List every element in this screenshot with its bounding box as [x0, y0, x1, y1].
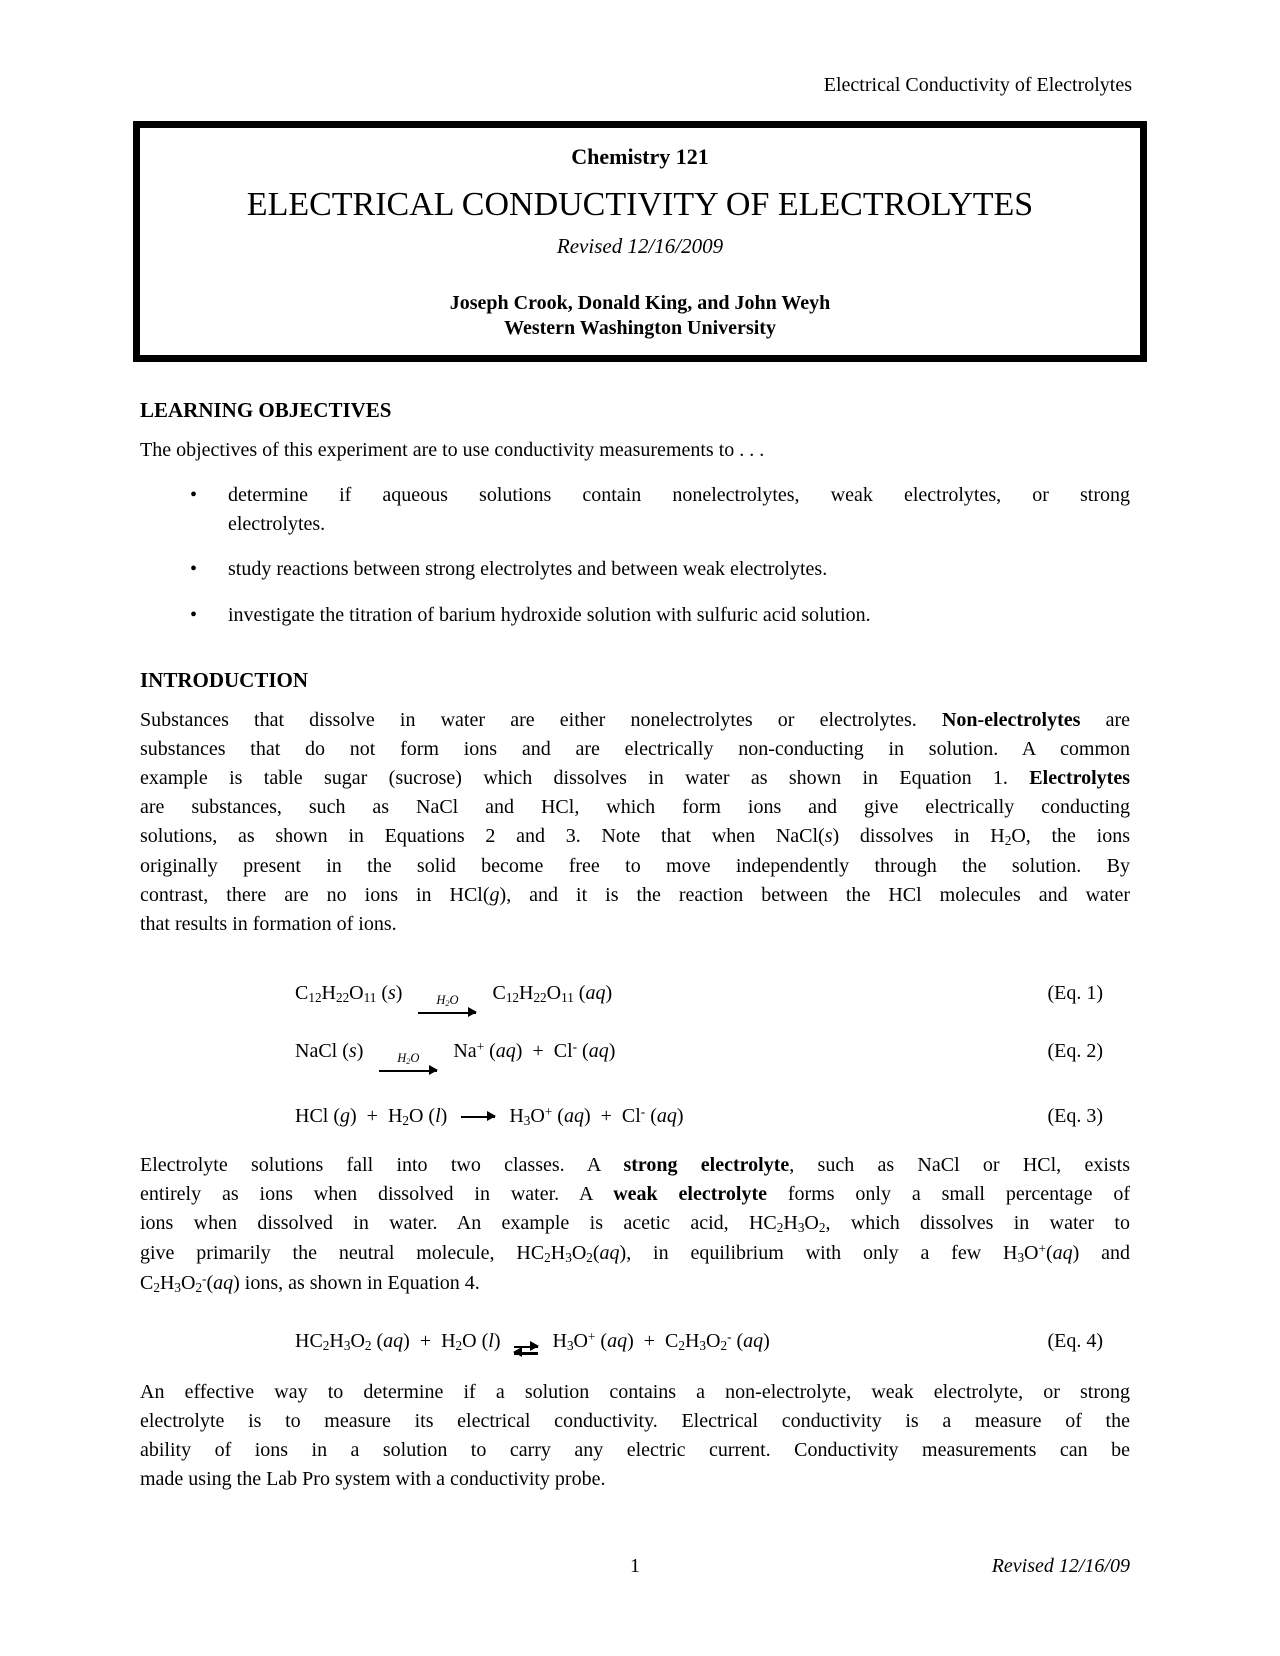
- learning-objectives-heading: LEARNING OBJECTIVES: [140, 398, 392, 422]
- objectives-intro: The objectives of this experiment are to use conductivity measurements to . . .: [140, 439, 765, 461]
- equation-body: HCl (g) + H2O (l) H3O+ (aq) + Cl- (aq): [295, 1104, 684, 1129]
- equation-label: (Eq. 3): [1047, 1105, 1103, 1127]
- intro-paragraph-2: Electrolyte solutions fall into two classes. A strong electrolyte, such as NaCl or HCl, exists entirely as ions when dissolved in water. A weak electrolyte forms only a small percentage of ions when dissolved in water. An example is acetic acid, HC2H3O2, which dissolves in water to give primarily the neutral molecule, HC2H3O2(aq), in equilibrium with only a few H3O+(aq) and C2H3O2-(aq) ions, as shown in Equation 4.: [140, 1154, 1131, 1296]
- institution-line: Western Washington University: [504, 317, 776, 339]
- course-title: Chemistry 121: [571, 144, 709, 169]
- equilibrium-arrow: [514, 1346, 538, 1355]
- equation-label: (Eq. 4): [1047, 1330, 1103, 1352]
- equation-row: [140, 978, 1130, 1022]
- author-line: Joseph Crook, Donald King, and John Weyh: [449, 292, 831, 314]
- page-number: 1: [630, 1555, 640, 1577]
- objective-item: • study reactions between strong electrolytes and between weak electrolytes.: [140, 555, 1130, 584]
- equation-row: [140, 1326, 1130, 1370]
- revision-date: Revised 12/16/2009: [556, 234, 724, 258]
- objectives-list: [140, 481, 1130, 630]
- equation-row: [140, 1101, 1130, 1145]
- equation-label: (Eq. 1): [1047, 982, 1103, 1004]
- equation-body: HC2H3O2 (aq) + H2O (l) H3O+ (aq) + C2H3O2- (aq): [295, 1329, 770, 1354]
- running-header: Electrical Conductivity of Electrolytes: [823, 74, 1132, 96]
- reaction-arrow-with-water-label: H2O: [379, 1052, 437, 1072]
- title-box: [133, 121, 1147, 362]
- equation-body: NaCl (s) H2O Na+ (aq) + Cl- (aq): [295, 1036, 615, 1072]
- equation-body: C12H22O11 (s) H2O C12H22O11 (aq): [295, 978, 612, 1014]
- reaction-arrow-with-water-label: H2O: [418, 994, 476, 1014]
- reaction-arrow: [461, 1116, 495, 1118]
- page-footer: [140, 1554, 1130, 1578]
- intro-paragraph-3: An effective way to determine if a solution contains a non-electrolyte, weak electrolyte, or strong electrolyte is to measure its electrical conductivity. Electrical conductivity is a measure of the ability of ions in a solution to carry any electric current. Conductivity measurements can be made using the Lab Pro system with a conductivity probe.: [140, 1381, 1130, 1490]
- equation-row: [140, 1036, 1130, 1080]
- objective-item: • investigate the titration of barium hydroxide solution with sulfuric acid solution.: [140, 601, 1130, 630]
- equation-label: (Eq. 2): [1047, 1040, 1103, 1062]
- footer-revision: Revised 12/16/09: [991, 1555, 1130, 1577]
- introduction-heading: INTRODUCTION: [140, 668, 309, 692]
- objective-item: • determine if aqueous solutions contain nonelectrolytes, weak electrolytes, or strong electrolytes.: [140, 481, 1130, 539]
- intro-paragraph-1: Substances that dissolve in water are either nonelectrolytes or electrolytes. Non-electrolytes are substances that do not form ions and are electrically non-conducting in solution. A common example is table sugar (sucrose) which dissolves in water as shown in Equation 1. Electrolytes are substances, such as NaCl and HCl, which form ions and give electrically conducting solutions, as shown in Equations 2 and 3. Note that when NaCl(s) dissolves in H2O, the ions originally present in the solid become free to move independently through the solution. By contrast, there are no ions in HCl(g), and it is the reaction between the HCl molecules and water that results in formation of ions.: [140, 709, 1131, 935]
- document-title: ELECTRICAL CONDUCTIVITY OF ELECTROLYTES: [246, 186, 1034, 223]
